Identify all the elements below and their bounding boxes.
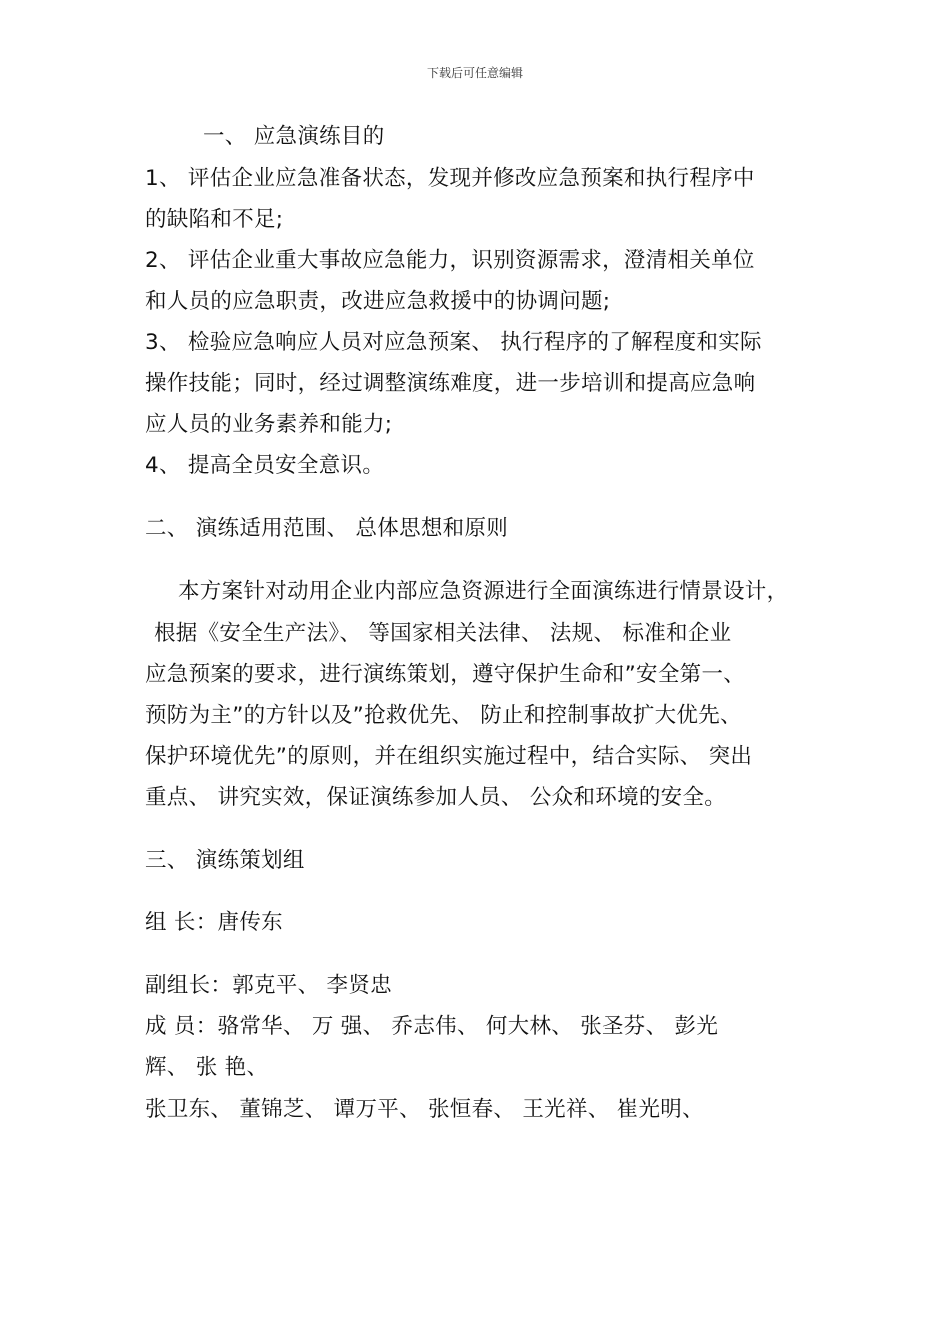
section-1-item-1-line-2: 的缺陷和不足; [145, 207, 284, 232]
section-2-paragraph-line-1: 本方案针对动用企业内部应急资源进行全面演练进行情景设计， [178, 579, 789, 604]
team-members-line-3: 张卫东、 董锦芝、 谭万平、 张恒春、 王光祥、 崔光明、 [145, 1097, 704, 1122]
section-2-title: 二、 演练适用范围、 总体思想和原则 [145, 516, 509, 541]
section-1-item-1-line-1: 1、 评估企业应急准备状态，发现并修改应急预案和执行程序中 [145, 166, 755, 191]
section-1-item-3-line-3: 应人员的业务素养和能力; [145, 412, 393, 437]
section-2-paragraph-line-6: 重点、 讲究实效，保证演练参加人员、 公众和环境的安全。 [145, 785, 727, 810]
team-leader: 组 长：唐传东 [145, 910, 283, 935]
section-2-paragraph-line-4: 预防为主”的方针以及”抢救优先、 防止和控制事故扩大优先、 [145, 703, 742, 728]
section-1-item-4-line-1: 4、 提高全员安全意识。 [145, 453, 385, 478]
section-2-paragraph-line-2: 根据《安全生产法》、 等国家相关法律、 法规、 标准和企业 [154, 621, 732, 646]
section-1-item-3-line-2: 操作技能；同时，经过调整演练难度，进一步培训和提高应急响 [145, 371, 756, 396]
team-deputy: 副组长：郭克平、 李贤忠 [145, 973, 392, 998]
section-2-paragraph-line-3: 应急预案的要求，进行演练策划，遵守保护生命和”安全第一、 [145, 662, 746, 687]
section-1-item-2-line-1: 2、 评估企业重大事故应急能力，识别资源需求，澄清相关单位 [145, 248, 755, 273]
section-2-paragraph-line-5: 保护环境优先”的原则，并在组织实施过程中，结合实际、 突出 [145, 744, 753, 769]
section-3-title: 三、 演练策划组 [145, 848, 305, 873]
page-header: 下载后可任意编辑 [426, 66, 523, 80]
team-members-line-2: 辉、 张 艳、 [145, 1055, 269, 1080]
section-1-item-3-line-1: 3、 检验应急响应人员对应急预案、 执行程序的了解程度和实际 [145, 330, 762, 355]
section-1-item-2-line-2: 和人员的应急职责，改进应急救援中的协调问题; [145, 289, 611, 314]
team-members-line-1: 成 员：骆常华、 万 强、 乔志伟、 何大林、 张圣芬、 彭光 [145, 1014, 719, 1039]
section-1-title: 一、 应急演练目的 [203, 124, 385, 149]
